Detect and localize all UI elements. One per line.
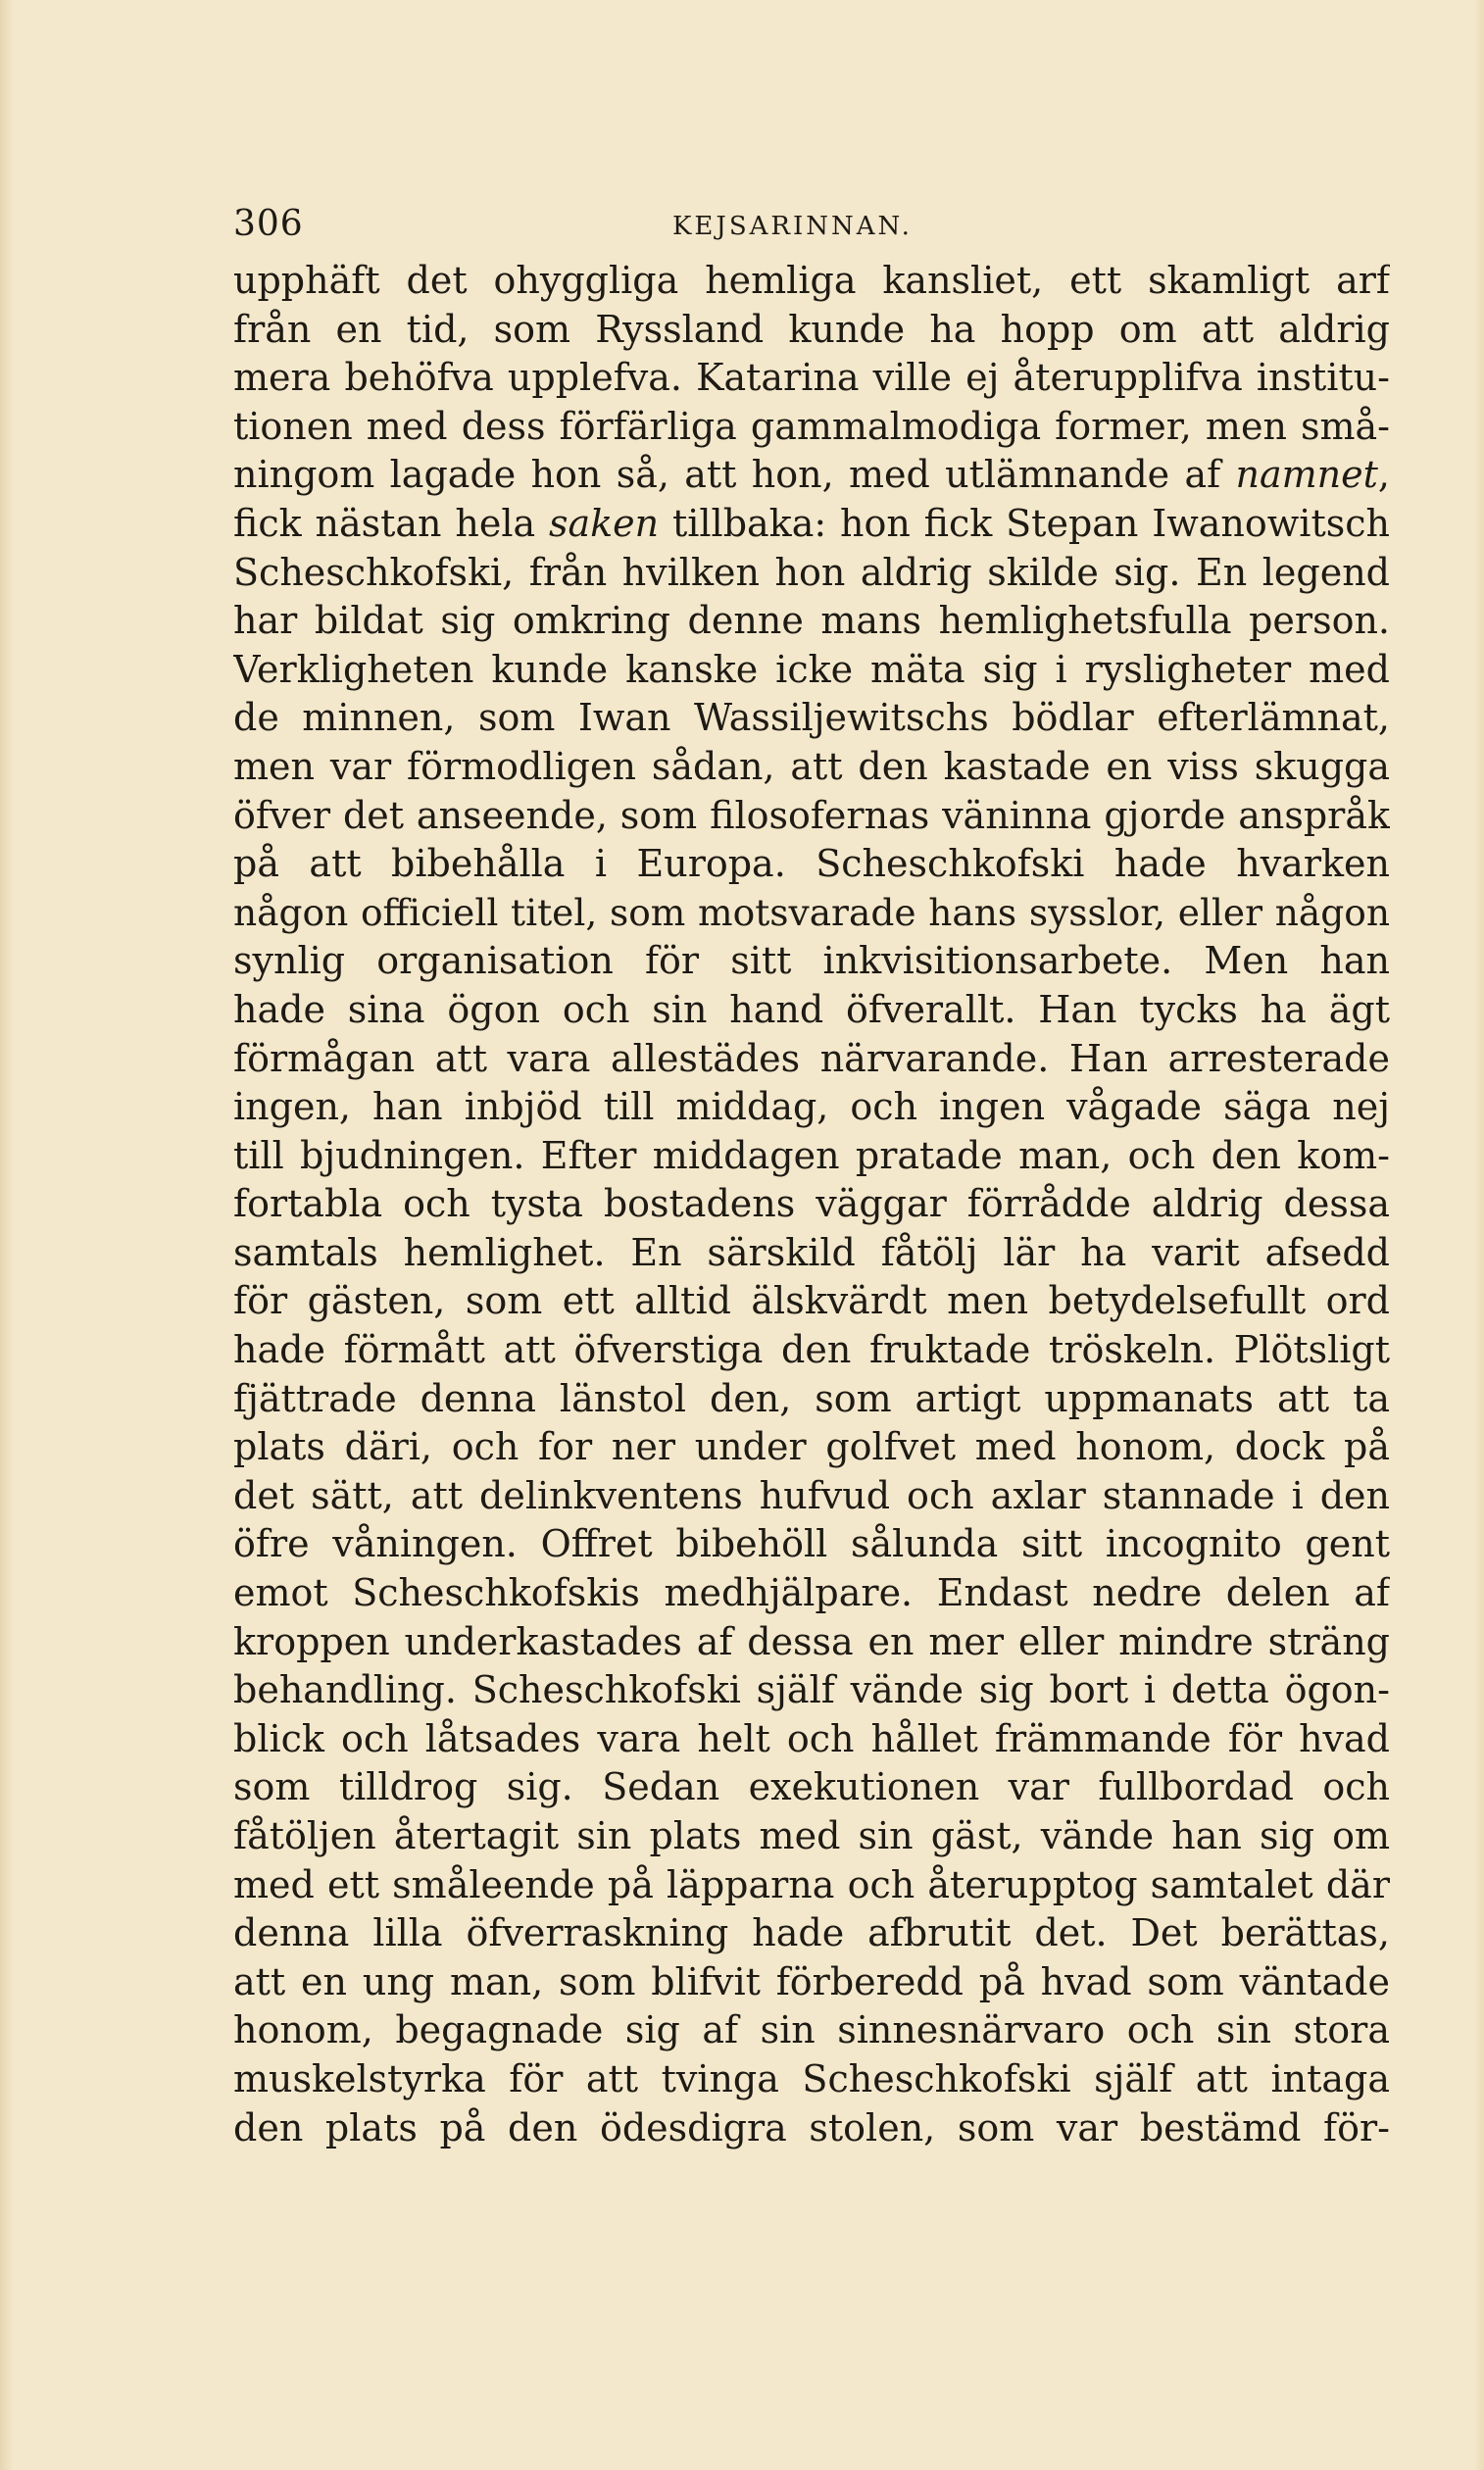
text-line: men var förmodligen sådan, att den kastade en viss skugga: [233, 744, 1390, 788]
text-line: Scheschkofski, från hvilken hon aldrig skilde sig. En legend: [233, 550, 1390, 594]
text-line: kroppen underkastades af dessa en mer eller mindre sträng: [233, 1619, 1390, 1663]
text-line: hade förmått att öfverstiga den fruktade tröskeln. Plötsligt: [233, 1328, 1390, 1372]
text-line: fick nästan hela saken tillbaka: hon fick Stepan Iwanowitsch: [233, 501, 1390, 545]
text-line: samtals hemlighet. En särskild fåtölj lär ha varit afsedd: [233, 1230, 1390, 1274]
text-line: denna lilla öfverraskning hade afbrutit det. Det berättas,: [233, 1911, 1390, 1955]
text-line: någon officiell titel, som motsvarade hans sysslor, eller någon: [233, 890, 1390, 934]
text-line: öfver det anseende, som filosofernas väninna gjorde anspråk: [233, 793, 1390, 837]
text-line: fjättrade denna länstol den, som artigt uppmanats att ta: [233, 1376, 1390, 1420]
text-line: fortabla och tysta bostadens väggar förrådde aldrig dessa: [233, 1182, 1390, 1226]
text-line: som tilldrog sig. Sedan exekutionen var fullbordad och: [233, 1765, 1390, 1809]
text-line: fåtöljen återtagit sin plats med sin gäst, vände han sig om: [233, 1814, 1390, 1857]
text-line: på att bibehålla i Europa. Scheschkofski hade hvarken: [233, 842, 1390, 886]
text-line: förmågan att vara allestädes närvarande. Han arresterade: [233, 1036, 1390, 1080]
text-line: till bjudningen. Efter middagen pratade man, och den kom-: [233, 1133, 1390, 1177]
page-edge-right: [1474, 0, 1484, 2470]
text-line: honom, begagnade sig af sin sinnesnärvaro och sin stora: [233, 2008, 1390, 2052]
text-line: tionen med dess förfärliga gammalmodiga former, men små-: [233, 404, 1390, 448]
text-line: har bildat sig omkring denne mans hemlighetsfulla person.: [233, 599, 1390, 643]
text-line: mera behöfva upplefva. Katarina ville ej återupplifva institu-: [233, 356, 1390, 400]
text-line: för gästen, som ett alltid älskvärdt men betydelsefullt ord: [233, 1279, 1390, 1323]
page-header: [233, 196, 1390, 255]
text-line: synlig organisation för sitt inkvisitionsarbete. Men han: [233, 939, 1390, 983]
body-text: [233, 257, 1390, 2152]
text-line: från en tid, som Ryssland kunde ha hopp om att aldrig: [233, 307, 1390, 351]
text-line: det sätt, att delinkventens hufvud och axlar stannade i den: [233, 1473, 1390, 1517]
text-line: upphäft det ohyggliga hemliga kansliet, ett skamligt arf: [233, 259, 1390, 302]
text-line: de minnen, som Iwan Wassiljewitschs bödlar efterlämnat,: [233, 696, 1390, 740]
page-edge-left: [0, 0, 14, 2470]
text-line: Verkligheten kunde kanske icke mäta sig i rysligheter med: [233, 647, 1390, 691]
text-line: emot Scheschkofskis medhjälpare. Endast nedre delen af: [233, 1571, 1390, 1615]
text-line: ingen, han inbjöd till middag, och ingen vågade säga nej: [233, 1085, 1390, 1129]
italic-word: saken: [548, 501, 660, 545]
text-line: plats däri, och for ner under golfvet med honom, dock på: [233, 1425, 1390, 1469]
text-line: behandling. Scheschkofski själf vände sig bort i detta ögon-: [233, 1668, 1390, 1712]
running-head: KEJSARINNAN.: [672, 212, 913, 241]
italic-word: namnet: [1235, 453, 1378, 497]
text-line: den plats på den ödesdigra stolen, som var bestämd för-: [233, 2105, 1390, 2149]
page-number: 306: [233, 204, 304, 244]
text-line: öfre våningen. Offret bibehöll sålunda sitt incognito gent: [233, 1522, 1390, 1566]
text-line: ningom lagade hon så, att hon, med utlämnande af namnet,: [233, 453, 1390, 497]
text-line: att en ung man, som blifvit förberedd på hvad som väntade: [233, 1959, 1390, 2003]
text-line: hade sina ögon och sin hand öfverallt. Han tycks ha ägt: [233, 987, 1390, 1031]
text-line: muskelstyrka för att tvinga Scheschkofski själf att intaga: [233, 2056, 1390, 2100]
text-line: blick och låtsades vara helt och hållet främmande för hvad: [233, 1716, 1390, 1760]
text-line: med ett småleende på läpparna och återupptog samtalet där: [233, 1862, 1390, 1906]
